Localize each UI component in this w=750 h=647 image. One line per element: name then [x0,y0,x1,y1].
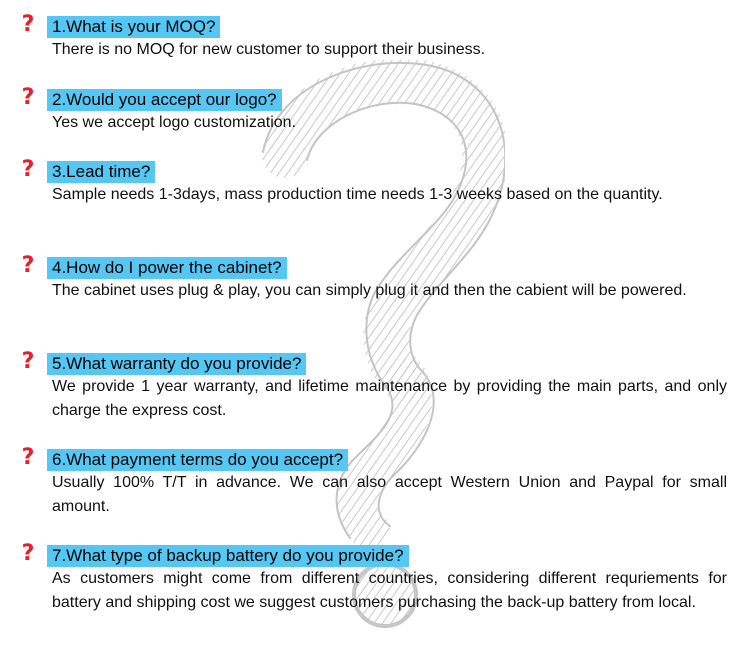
question-mark-icon: ? [21,12,35,37]
faq-question: 5.What warranty do you provide? [47,353,306,375]
question-mark-icon: ? [21,541,35,566]
question-mark-icon: ? [21,253,35,278]
faq-question: 7.What type of backup battery do you provide? [47,545,409,567]
faq-answer: Yes we accept logo customization. [52,114,296,131]
faq-question: 1.What is your MOQ? [47,16,220,38]
faq-answer: There is no MOQ for new customer to support their business. [52,41,486,58]
faq-question: 3.Lead time? [47,161,155,183]
faq-question: 4.How do I power the cabinet? [47,257,287,279]
faq-question: 6.What payment terms do you accept? [47,449,348,471]
question-mark-icon: ? [21,349,35,374]
faq-answer: As customers might come from different countries, considering different requriements for battery and shipping cost we suggest customers purchasing the back-up battery from local. [52,570,727,611]
faq-answer: The cabinet uses plug & play, you can simply plug it and then the cabient will be powered. [52,282,687,299]
question-mark-icon: ? [21,445,35,470]
question-mark-icon: ? [21,157,35,182]
faq-question: 2.Would you accept our logo? [47,89,282,111]
faq-answer: We provide 1 year warranty, and lifetime maintenance by providing the main parts, and only charge the express cost. [52,378,727,419]
question-mark-icon: ? [21,85,35,110]
faq-answer: Sample needs 1-3days, mass production time needs 1-3 weeks based on the quantity. [52,186,663,203]
faq-answer: Usually 100% T/T in advance. We can also accept Western Union and Paypal for small amount. [52,474,727,515]
